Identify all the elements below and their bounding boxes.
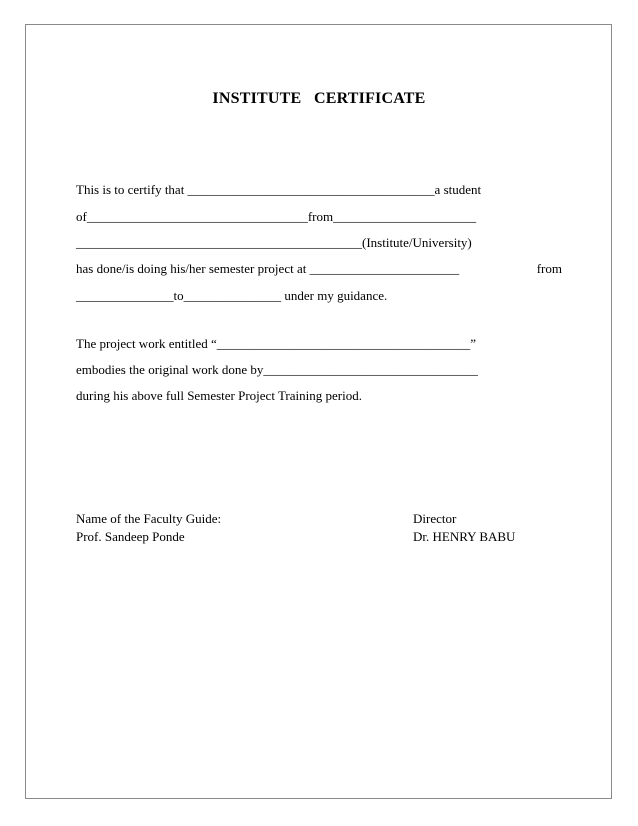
paragraph2-line2: embodies the original work done by_________________________________ (76, 362, 478, 377)
paragraph1-line4 (76, 261, 562, 277)
paragraph1-line4-right: from (536, 261, 562, 276)
paragraph1-line1: This is to certify that ______________________________________a student (76, 182, 482, 197)
director-name: Dr. HENRY BABU (413, 529, 516, 544)
paragraph2-line1: The project work entitled “_______________________________________” (76, 336, 477, 351)
paragraph2-line3: during his above full Semester Project Training period. (76, 388, 362, 403)
director-label: Director (413, 511, 457, 526)
paragraph1-line2: of__________________________________from______________________ (76, 209, 477, 224)
paragraph1-line5: _______________to_______________ under my guidance. (76, 288, 388, 303)
paragraph1-line3: ____________________________________________(Institute/University) (76, 235, 472, 250)
paragraph1-line4-left: has done/is doing his/her semester project at _______________________ (76, 261, 460, 276)
faculty-guide-name: Prof. Sandeep Ponde (76, 529, 185, 544)
page-border (25, 24, 612, 799)
faculty-guide-label: Name of the Faculty Guide: (76, 511, 222, 526)
certificate-title: INSTITUTE CERTIFICATE (212, 90, 426, 107)
